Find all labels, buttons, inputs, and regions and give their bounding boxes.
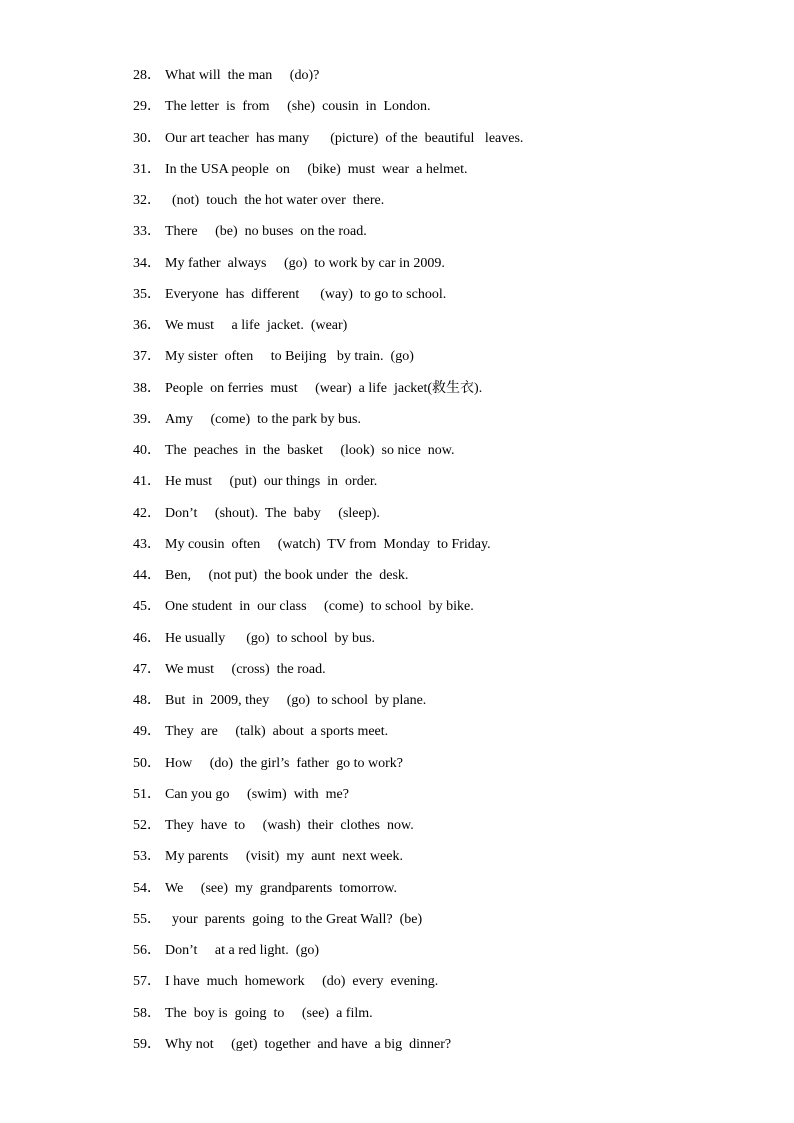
exercise-text: They are (talk) about a sports meet. <box>165 724 389 740</box>
exercise-number: 58． <box>133 1005 161 1021</box>
exercise-item <box>133 313 753 344</box>
exercise-text: Don’t (shout). The baby (sleep). <box>165 505 380 521</box>
exercise-item <box>133 813 753 844</box>
exercise-item <box>133 563 753 594</box>
exercise-item <box>133 938 753 969</box>
exercise-number: 32． <box>133 193 161 208</box>
exercise-item <box>133 376 753 407</box>
exercise-number: 41． <box>133 474 161 490</box>
exercise-item <box>133 282 753 313</box>
exercise-text: He must (put) our things in order. <box>165 474 378 490</box>
exercise-number: 30． <box>133 130 161 146</box>
exercise-text: In the USA people on (bike) must wear a helmet. <box>165 161 468 177</box>
exercise-item <box>133 94 753 125</box>
exercise-number: 39． <box>133 411 161 427</box>
exercise-item <box>133 844 753 875</box>
exercise-text: Can you go (swim) with me? <box>165 786 349 802</box>
exercise-text: He usually (go) to school by bus. <box>165 630 375 646</box>
exercise-number: 52． <box>133 818 161 833</box>
exercise-text: The peaches in the basket (look) so nice now. <box>165 443 455 458</box>
exercise-number: 59． <box>133 1036 161 1052</box>
exercise-text: Ben, (not put) the book under the desk. <box>165 568 409 583</box>
exercise-number: 45． <box>133 599 161 615</box>
exercise-number: 49． <box>133 724 161 740</box>
exercise-item <box>133 1001 753 1032</box>
exercise-text: But in 2009, they (go) to school by plane. <box>165 693 427 708</box>
exercise-number: 43． <box>133 536 161 552</box>
exercise-text: I have much homework (do) every evening. <box>165 974 439 990</box>
exercise-text: How (do) the girl’s father go to work? <box>165 755 403 771</box>
exercise-number: 50． <box>133 755 161 771</box>
exercise-text: What will the man (do)? <box>165 68 320 83</box>
exercise-item <box>133 188 753 219</box>
exercise-number: 29． <box>133 99 161 115</box>
exercise-item <box>133 594 753 625</box>
exercise-number: 44． <box>133 568 161 583</box>
exercise-item <box>133 251 753 282</box>
exercise-item <box>133 1032 753 1063</box>
exercise-text: your parents going to the Great Wall? (be) <box>165 911 423 927</box>
exercise-number: 37． <box>133 349 161 365</box>
exercise-item <box>133 719 753 750</box>
exercise-number: 55． <box>133 911 161 927</box>
exercise-number: 38． <box>133 380 161 396</box>
exercise-text: The boy is going to (see) a film. <box>165 1005 373 1021</box>
exercise-item <box>133 438 753 469</box>
exercise-item <box>133 532 753 563</box>
exercise-text: We (see) my grandparents tomorrow. <box>165 880 398 896</box>
exercise-number: 56． <box>133 943 161 958</box>
exercise-item <box>133 344 753 375</box>
exercise-text: My sister often to Beijing by train. (go) <box>165 349 414 365</box>
exercise-text: My father always (go) to work by car in 2009. <box>165 255 445 271</box>
exercise-text: Don’t at a red light. (go) <box>165 943 320 958</box>
exercise-item <box>133 501 753 532</box>
exercise-item <box>133 657 753 688</box>
exercise-text: They have to (wash) their clothes now. <box>165 818 414 833</box>
exercise-text: People on ferries must (wear) a life jacket(救生衣). <box>165 380 483 396</box>
exercise-item <box>133 876 753 907</box>
exercise-text: Everyone has different (way) to go to school. <box>165 286 447 302</box>
exercise-list <box>133 63 753 1063</box>
exercise-number: 40． <box>133 443 161 458</box>
exercise-text: One student in our class (come) to school by bike. <box>165 599 474 615</box>
exercise-text: (not) touch the hot water over there. <box>165 193 385 208</box>
exercise-text: We must (cross) the road. <box>165 661 326 677</box>
exercise-text: The letter is from (she) cousin in London. <box>165 99 431 115</box>
exercise-text: My parents (visit) my aunt next week. <box>165 849 403 865</box>
exercise-text: Our art teacher has many (picture) of the beautiful leaves. <box>165 130 524 146</box>
exercise-number: 46． <box>133 630 161 646</box>
exercise-item <box>133 407 753 438</box>
exercise-text: Amy (come) to the park by bus. <box>165 411 361 427</box>
exercise-number: 42． <box>133 505 161 521</box>
exercise-text: My cousin often (watch) TV from Monday to Friday. <box>165 536 491 552</box>
exercise-number: 34． <box>133 255 161 271</box>
exercise-item <box>133 63 753 94</box>
exercise-item <box>133 219 753 250</box>
exercise-item <box>133 157 753 188</box>
exercise-item <box>133 969 753 1000</box>
exercise-number: 47． <box>133 661 161 677</box>
exercise-number: 53． <box>133 849 161 865</box>
exercise-number: 51． <box>133 786 161 802</box>
exercise-number: 31． <box>133 161 161 177</box>
exercise-number: 35． <box>133 286 161 302</box>
exercise-number: 36． <box>133 318 161 333</box>
exercise-text: Why not (get) together and have a big dinner? <box>165 1036 452 1052</box>
exercise-item <box>133 126 753 157</box>
exercise-text: There (be) no buses on the road. <box>165 224 367 240</box>
exercise-item <box>133 751 753 782</box>
exercise-item <box>133 626 753 657</box>
exercise-text: We must a life jacket. (wear) <box>165 318 348 333</box>
exercise-item <box>133 782 753 813</box>
exercise-item <box>133 688 753 719</box>
exercise-number: 33． <box>133 224 161 240</box>
exercise-item <box>133 907 753 938</box>
exercise-number: 54． <box>133 880 161 896</box>
exercise-number: 57． <box>133 974 161 990</box>
exercise-item <box>133 469 753 500</box>
exercise-number: 48． <box>133 693 161 708</box>
exercise-number: 28． <box>133 68 161 83</box>
